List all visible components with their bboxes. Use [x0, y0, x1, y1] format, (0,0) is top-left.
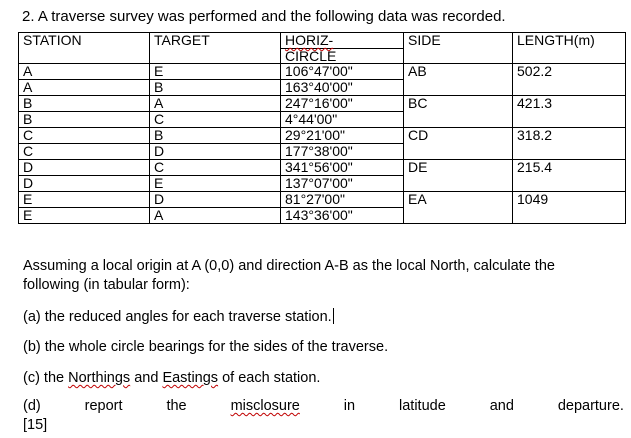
circle-reading: 4°44'00" — [281, 111, 403, 127]
length-cell: 1049 — [513, 192, 626, 224]
marks-label: [15] — [23, 417, 48, 433]
circle-reading: 177°38'00" — [281, 143, 403, 159]
table-header-row — [19, 33, 626, 64]
target-cell — [150, 192, 281, 224]
part-d-word: in — [343, 398, 356, 414]
station-value: D — [19, 175, 149, 191]
target-value: D — [150, 143, 280, 159]
circle-reading: 143°36'00" — [281, 207, 403, 223]
station-value: C — [23, 127, 34, 143]
circle-reading: 341°56'00" — [285, 159, 353, 175]
part-d-word: departure. — [557, 398, 624, 414]
table-row — [19, 160, 626, 192]
station-cell — [19, 64, 150, 96]
traverse-data-table — [18, 32, 626, 224]
table-row — [19, 192, 626, 224]
instruction-line-2: following (in tabular form): — [23, 277, 190, 293]
station-cell — [19, 160, 150, 192]
side-cell: AB — [404, 64, 513, 96]
circle-cell — [281, 96, 404, 128]
side-cell: DE — [404, 160, 513, 192]
header-circle-line: CIRCLE — [281, 48, 403, 63]
station-value: C — [19, 143, 149, 159]
target-value: A — [154, 95, 164, 111]
circle-reading: 29°21'00" — [285, 127, 345, 143]
circle-cell — [281, 64, 404, 96]
part-d — [23, 398, 624, 414]
side-cell: EA — [404, 192, 513, 224]
circle-reading: 81°27'00" — [285, 191, 345, 207]
part-c-and: and — [130, 370, 163, 386]
header-horiz-line: HORIZ- — [285, 32, 334, 48]
length-cell: 318.2 — [513, 128, 626, 160]
circle-reading: 163°40'00" — [281, 79, 403, 95]
table-body — [19, 64, 626, 224]
target-cell — [150, 64, 281, 96]
part-d-word: report — [84, 398, 123, 414]
circle-reading: 247°16'00" — [285, 95, 353, 111]
header-target: TARGET — [150, 33, 281, 64]
part-c-prefix: (c) the — [23, 370, 69, 386]
side-cell: BC — [404, 96, 513, 128]
table-row — [19, 128, 626, 160]
header-horiz-circle — [281, 33, 404, 64]
circle-cell — [281, 128, 404, 160]
table-row — [19, 64, 626, 96]
target-value: B — [154, 127, 164, 143]
part-b: (b) the whole circle bearings for the sides of the traverse. — [23, 339, 389, 355]
station-value: E — [23, 191, 33, 207]
part-d-word: (d) — [23, 398, 41, 414]
circle-reading: 137°07'00" — [281, 175, 403, 191]
part-d-word: latitude — [399, 398, 446, 414]
part-d-word: the — [166, 398, 187, 414]
question-title: 2. A traverse survey was performed and the following data was recorded. — [22, 8, 506, 25]
circle-cell — [281, 192, 404, 224]
instruction-line-1: Assuming a local origin at A (0,0) and direction A-B as the local North, calculate the — [23, 258, 555, 274]
station-cell — [19, 128, 150, 160]
length-cell: 502.2 — [513, 64, 626, 96]
station-value: B — [23, 95, 33, 111]
part-a-text: (a) the reduced angles for each traverse station. — [23, 309, 332, 325]
circle-cell — [281, 160, 404, 192]
northings-word: Northings — [68, 370, 131, 386]
length-cell: 421.3 — [513, 96, 626, 128]
target-value: C — [154, 159, 165, 175]
length-cell: 215.4 — [513, 160, 626, 192]
station-value: A — [23, 63, 33, 79]
target-value: E — [150, 175, 280, 191]
target-cell — [150, 128, 281, 160]
target-value: E — [154, 63, 164, 79]
header-side: SIDE — [404, 33, 513, 64]
part-d-word: and — [489, 398, 514, 414]
target-cell — [150, 96, 281, 128]
target-cell — [150, 160, 281, 192]
target-value: B — [150, 79, 280, 95]
target-value: A — [150, 207, 280, 223]
circle-reading: 106°47'00" — [285, 63, 353, 79]
side-cell: CD — [404, 128, 513, 160]
station-value: D — [23, 159, 34, 175]
part-d-word: misclosure — [230, 398, 300, 414]
target-value: D — [154, 191, 165, 207]
target-value: C — [150, 111, 280, 127]
station-cell — [19, 96, 150, 128]
station-value: A — [19, 79, 149, 95]
station-value: E — [19, 207, 149, 223]
header-length: LENGTH(m) — [513, 33, 626, 64]
table-row — [19, 96, 626, 128]
text-cursor — [333, 308, 334, 324]
part-c — [23, 370, 320, 386]
station-value: B — [19, 111, 149, 127]
eastings-word: Eastings — [162, 370, 219, 386]
part-a[interactable] — [23, 308, 334, 325]
part-c-suffix: of each station. — [218, 370, 321, 386]
header-station: STATION — [19, 33, 150, 64]
station-cell — [19, 192, 150, 224]
